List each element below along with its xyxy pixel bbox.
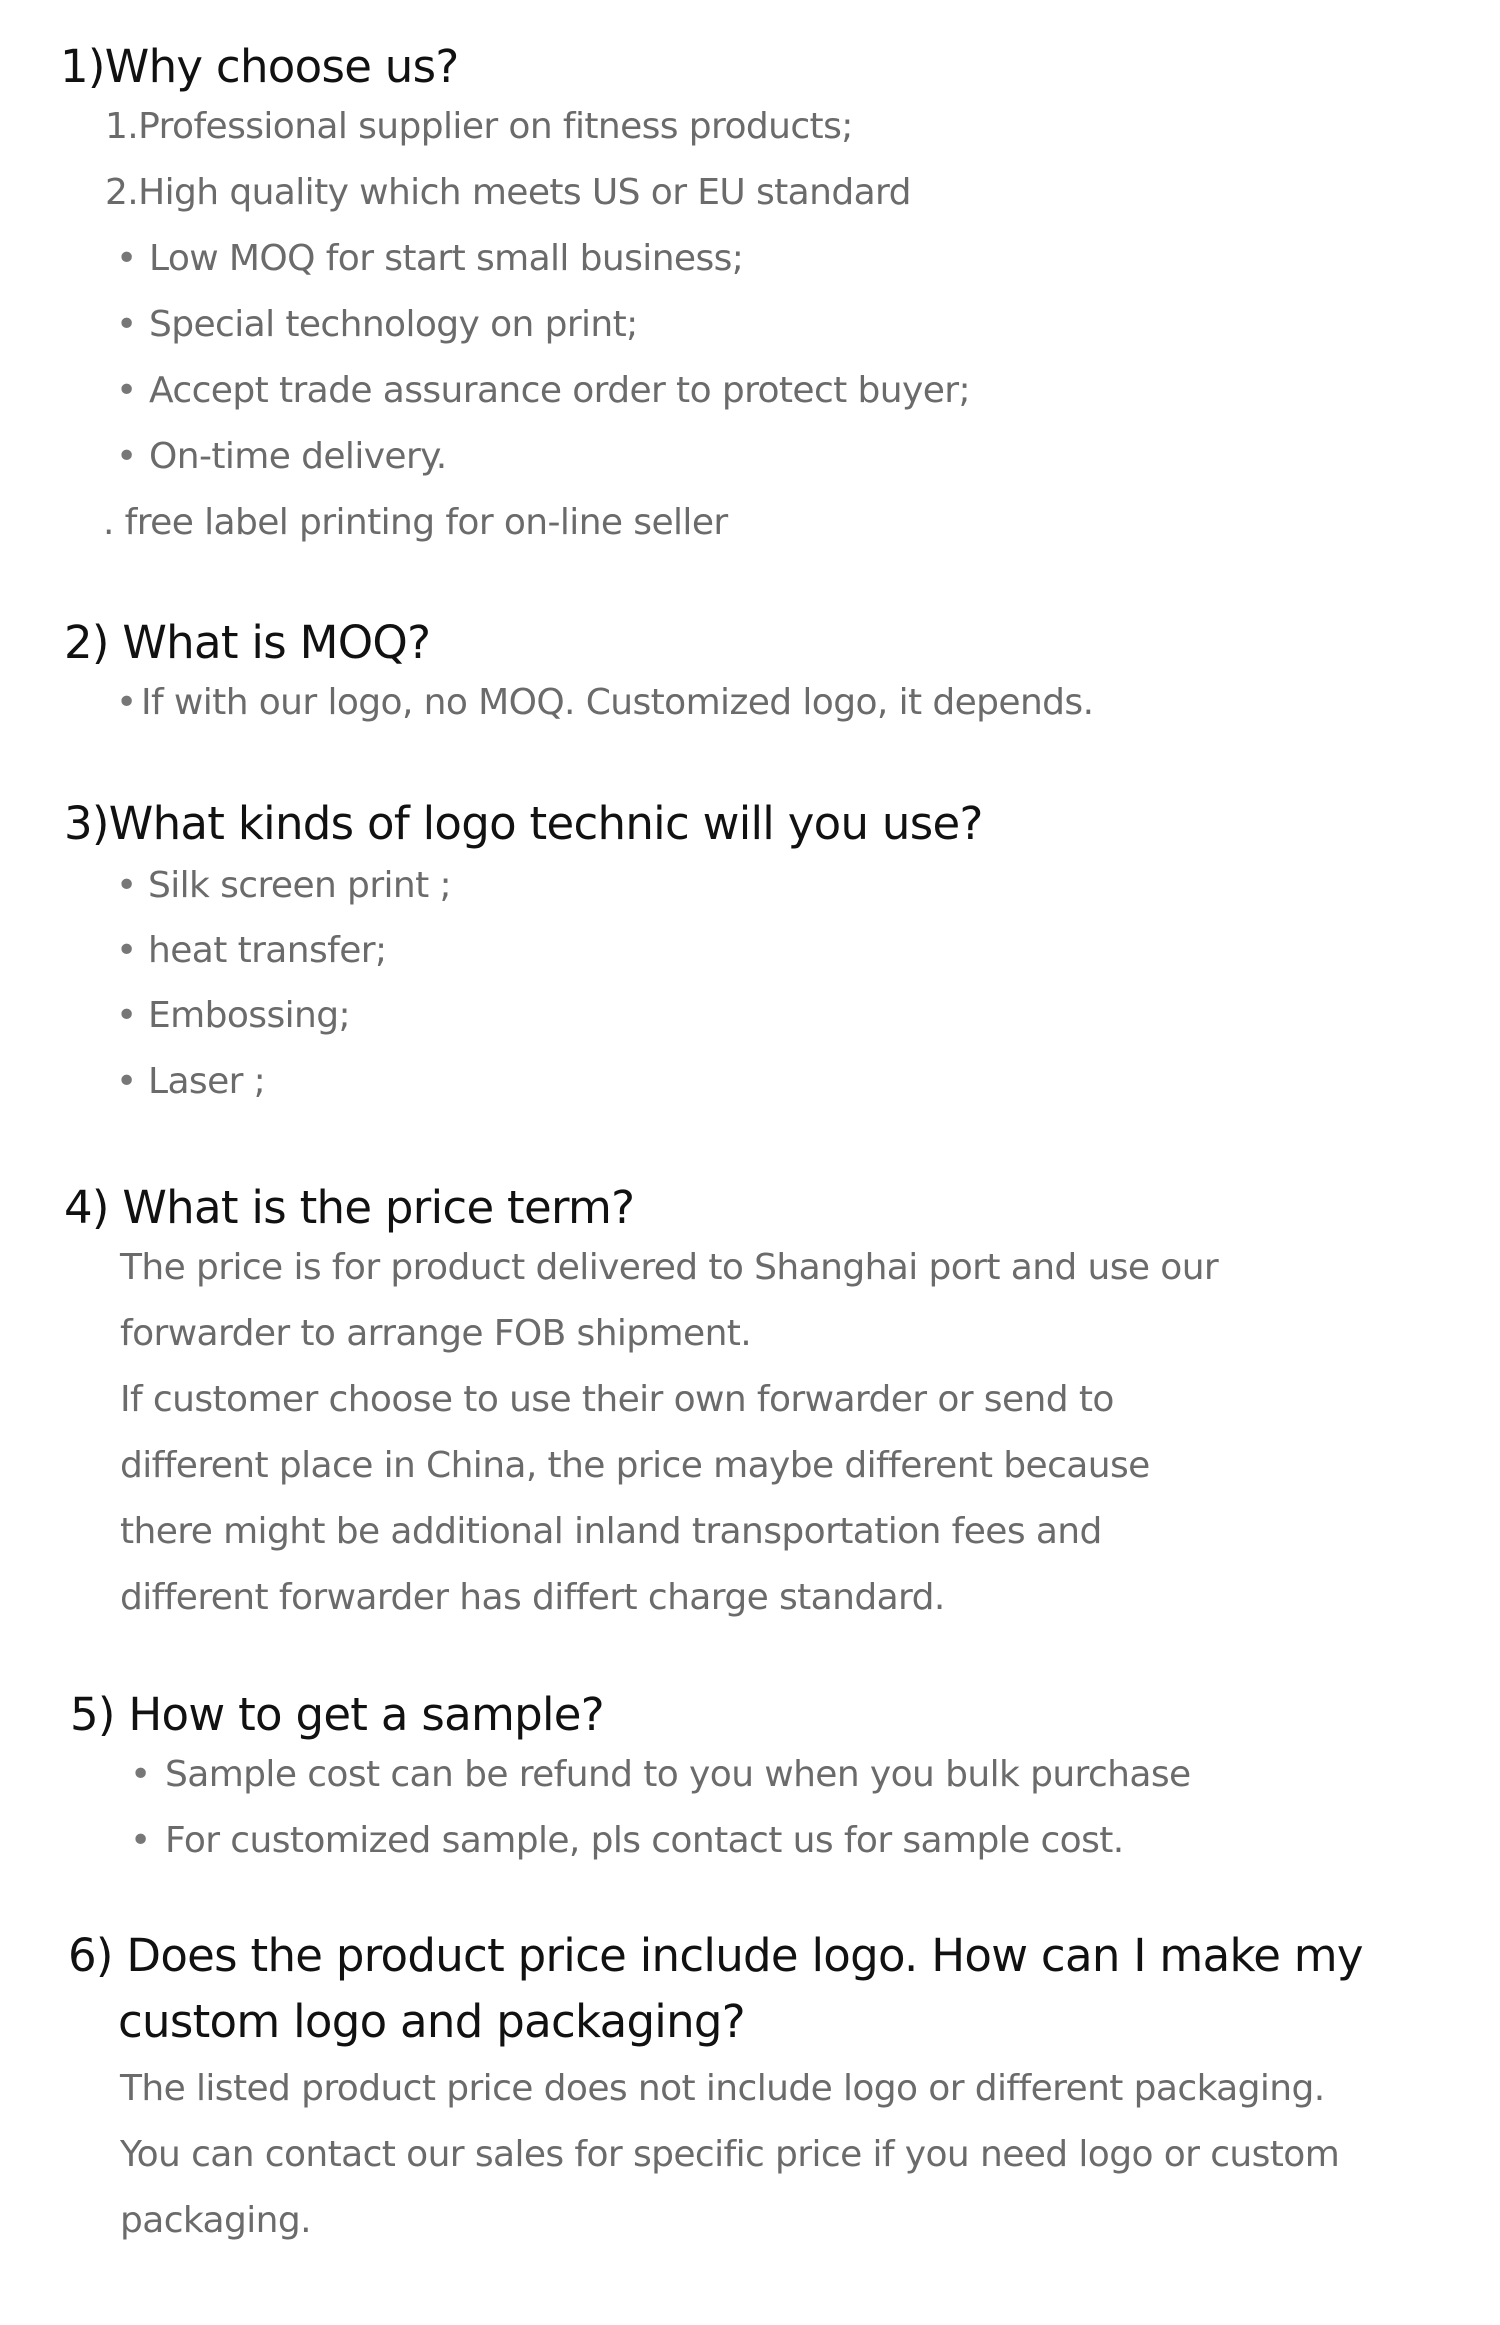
faq-answer-line: . free label printing for on-line seller — [103, 502, 728, 543]
faq-answer-line: The price is for product delivered to Shanghai port and use our — [120, 1247, 1219, 1288]
faq-answer-line: different forwarder has differt charge standard. — [120, 1577, 945, 1618]
faq-answer-line: For customized sample, pls contact us for sample cost. — [165, 1820, 1124, 1861]
faq-answer-line: The listed product price does not include logo or different packaging. — [120, 2068, 1325, 2109]
bullet-icon: • — [116, 238, 138, 279]
faq-answer-line: You can contact our sales for specific price if you need logo or custom — [120, 2134, 1340, 2175]
faq-answer-line: packaging. — [120, 2200, 311, 2241]
faq-answer-line: Embossing; — [148, 995, 351, 1036]
bullet-icon: • — [116, 865, 138, 906]
bullet-icon: • — [116, 436, 138, 477]
faq-answer-line: Low MOQ for start small business; — [149, 238, 744, 279]
faq-answer-line: Special technology on print; — [149, 304, 638, 345]
faq-answer-line: heat transfer; — [148, 930, 387, 971]
bullet-icon: • — [130, 1820, 152, 1861]
faq-answer-line: forwarder to arrange FOB shipment. — [120, 1313, 752, 1354]
faq-question-6-continued: custom logo and packaging? — [118, 1995, 745, 2048]
faq-answer-line: Accept trade assurance order to protect buyer; — [149, 370, 970, 411]
faq-question-4: 4) What is the price term? — [64, 1181, 635, 1234]
faq-question-6: 6) Does the product price include logo. How can I make my — [68, 1929, 1363, 1982]
faq-question-2: 2) What is MOQ? — [64, 616, 431, 669]
faq-answer-line: Sample cost can be refund to you when you bulk purchase — [165, 1754, 1191, 1795]
faq-question-5: 5) How to get a sample? — [70, 1688, 604, 1741]
faq-answer-line: there might be additional inland transportation fees and — [120, 1511, 1102, 1552]
faq-question-1: 1)Why choose us? — [60, 40, 459, 93]
bullet-icon: • — [116, 930, 138, 971]
bullet-icon: • — [116, 1061, 138, 1102]
bullet-icon: • — [116, 370, 138, 411]
faq-answer-line: If with our logo, no MOQ. Customized logo, it depends. — [141, 682, 1094, 723]
faq-answer-line: 2.High quality which meets US or EU standard — [105, 172, 911, 213]
bullet-icon: • — [116, 682, 138, 723]
faq-answer-line: 1.Professional supplier on fitness products; — [105, 106, 853, 147]
bullet-icon: • — [116, 995, 138, 1036]
faq-answer-line: If customer choose to use their own forwarder or send to — [120, 1379, 1114, 1420]
faq-answer-line: different place in China, the price maybe different because — [120, 1445, 1150, 1486]
faq-answer-line: Silk screen print ; — [148, 865, 452, 906]
bullet-icon: • — [130, 1754, 152, 1795]
faq-question-3: 3)What kinds of logo technic will you use? — [64, 797, 983, 850]
faq-answer-line: On-time delivery. — [149, 436, 447, 477]
bullet-icon: • — [116, 304, 138, 345]
faq-answer-line: Laser ; — [148, 1061, 266, 1102]
